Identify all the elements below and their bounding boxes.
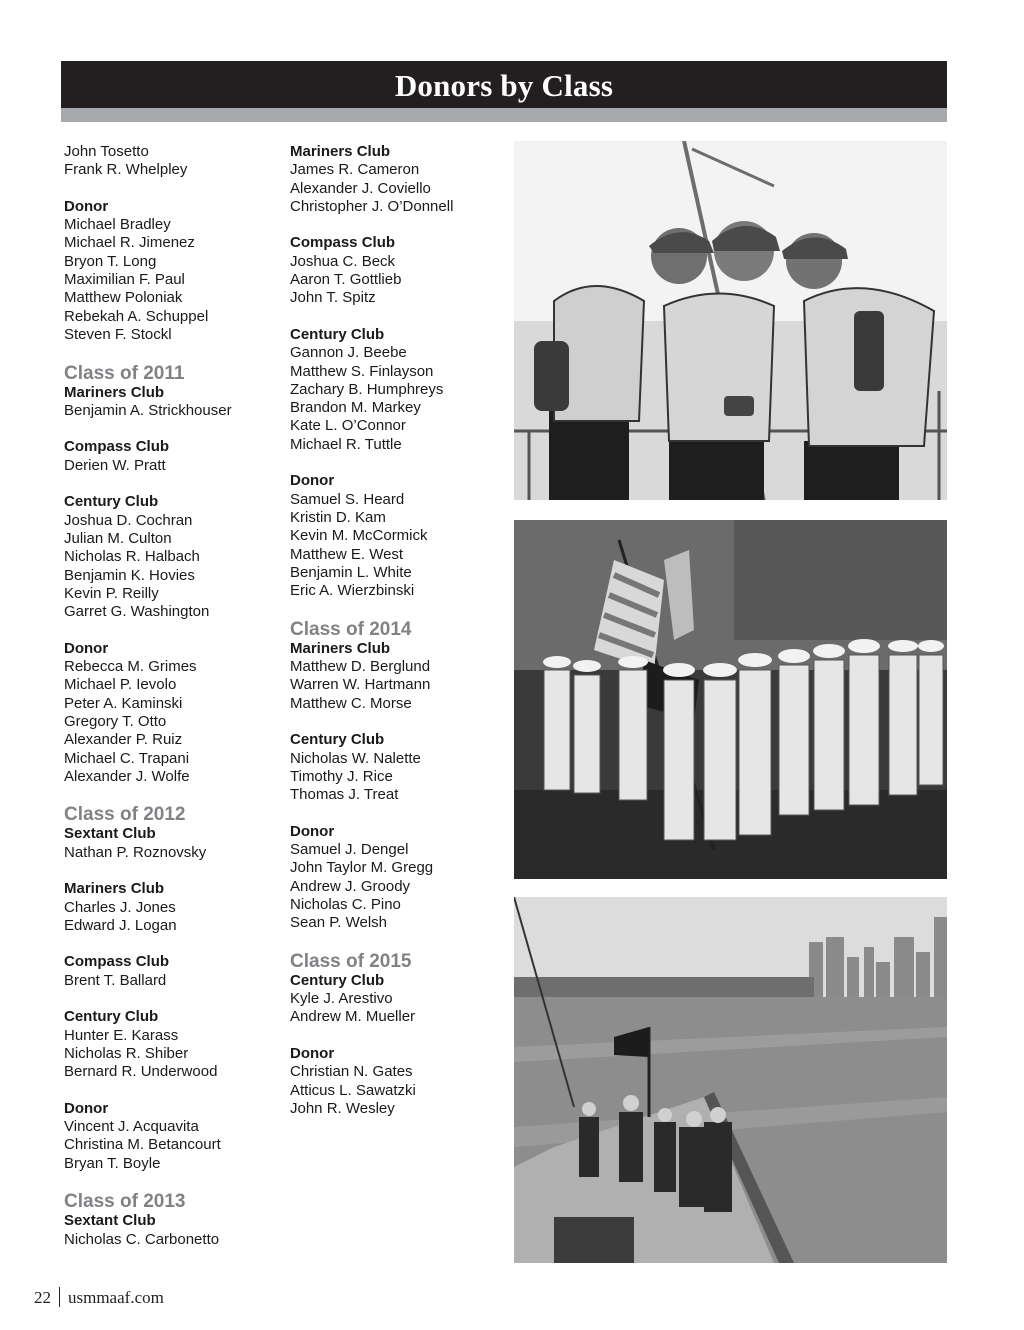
donor-name: Matthew C. Morse xyxy=(290,694,412,712)
group-donor-2014 xyxy=(290,823,510,933)
donor-name: Brandon M. Markey xyxy=(290,399,421,417)
group-label: Donor xyxy=(290,1044,335,1062)
group-label: Century Club xyxy=(290,971,385,989)
donor-name: Alexander J. Wolfe xyxy=(64,767,190,785)
donor-name: Samuel S. Heard xyxy=(290,490,405,508)
class-heading-2012: Class of 2012 xyxy=(64,804,186,826)
donor-name: Michael C. Trapani xyxy=(64,749,190,767)
donor-name: Thomas J. Treat xyxy=(290,786,399,804)
donor-name: Timothy J. Rice xyxy=(290,767,393,785)
donor-name: Steven F. Stockl xyxy=(64,325,172,343)
donor-column-2 xyxy=(290,143,510,1136)
donor-name: Matthew E. West xyxy=(290,545,404,563)
group-compass-2013 xyxy=(290,234,510,307)
donor-name: Nathan P. Roznovsky xyxy=(64,843,207,861)
donor-name: Edward J. Logan xyxy=(64,916,177,934)
donor-name: Andrew J. Groody xyxy=(290,877,411,895)
group-label: Donor xyxy=(64,1099,109,1117)
donor-name: Alexander P. Ruiz xyxy=(64,731,183,749)
donor-name: Benjamin A. Strickhouser xyxy=(64,401,232,419)
donor-name: Andrew M. Mueller xyxy=(290,1008,416,1026)
donor-name: Gannon J. Beebe xyxy=(290,344,407,362)
group-compass-2011 xyxy=(64,438,284,475)
page-banner xyxy=(61,61,947,108)
donor-name: Kate L. O’Connor xyxy=(290,417,406,435)
group-label: Sextant Club xyxy=(64,1212,156,1230)
donor-name: Derien W. Pratt xyxy=(64,456,166,474)
donor-name: Christian N. Gates xyxy=(290,1063,413,1081)
group-label: Donor xyxy=(64,639,109,657)
group-label: Compass Club xyxy=(64,953,170,971)
donor-name: John Taylor M. Gregg xyxy=(290,859,434,877)
group-label: Compass Club xyxy=(290,234,396,252)
photo-ship-on-river xyxy=(514,897,947,1263)
class-heading-2014: Class of 2014 xyxy=(290,618,412,640)
group-century-2011 xyxy=(64,493,284,621)
donor-name: Christopher J. O’Donnell xyxy=(290,197,454,215)
donor-name: Nicholas C. Pino xyxy=(290,895,401,913)
donor-name: Joshua C. Beck xyxy=(290,252,396,270)
donor-name: Gregory T. Otto xyxy=(64,712,167,730)
photo-cadets-on-deck xyxy=(514,141,947,500)
group-label: Compass Club xyxy=(64,438,170,456)
donor-name: Samuel J. Dengel xyxy=(290,840,409,858)
group-century-2013 xyxy=(290,326,510,454)
donor-name: Julian M. Culton xyxy=(64,529,172,547)
group-label: Donor xyxy=(290,472,335,490)
group-century-2015 xyxy=(290,972,510,1027)
donor-name: Kevin P. Reilly xyxy=(64,584,159,602)
group-label: Sextant Club xyxy=(64,825,156,843)
intro-donor-group xyxy=(64,198,284,344)
class-heading-2011: Class of 2011 xyxy=(64,362,185,384)
group-label: Mariners Club xyxy=(290,639,391,657)
donor-name: Benjamin K. Hovies xyxy=(64,566,195,584)
donor-name: James R. Cameron xyxy=(290,161,420,179)
intro-names xyxy=(64,143,284,180)
class-heading-2015: Class of 2015 xyxy=(290,950,412,972)
donor-name: Michael P. Ievolo xyxy=(64,676,177,694)
donor-name: Rebecca M. Grimes xyxy=(64,658,197,676)
group-mariners-2012 xyxy=(64,880,284,935)
donor-name: Alexander J. Coviello xyxy=(290,179,431,197)
donor-name: Kyle J. Arestivo xyxy=(290,990,393,1008)
donor-name: Bryon T. Long xyxy=(64,252,157,270)
donor-name: Brent T. Ballard xyxy=(64,971,167,989)
donor-name: Zachary B. Humphreys xyxy=(290,380,444,398)
banner-rule xyxy=(61,108,947,122)
donor-name: Matthew Poloniak xyxy=(64,289,183,307)
donor-name: Kevin M. McCormick xyxy=(290,527,428,545)
footer-site: usmmaaf.com xyxy=(68,1288,164,1307)
donor-name: Michael Bradley xyxy=(64,216,171,234)
donor-name: Michael R. Jimenez xyxy=(64,234,195,252)
group-mariners-2014 xyxy=(290,640,510,713)
donor-name: Matthew S. Finlayson xyxy=(290,362,434,380)
donor-column-1 xyxy=(64,143,284,1267)
group-donor-2011 xyxy=(64,640,284,786)
donor-name: Kristin D. Kam xyxy=(290,508,386,526)
group-donor-2015 xyxy=(290,1045,510,1118)
group-century-2014 xyxy=(290,731,510,804)
donor-name: Matthew D. Berglund xyxy=(290,658,431,676)
group-label: Mariners Club xyxy=(64,880,165,898)
group-mariners-2013 xyxy=(290,143,510,216)
photo-ship-svg xyxy=(514,897,947,1263)
donor-name: Nicholas R. Halbach xyxy=(64,548,200,566)
group-label: Mariners Club xyxy=(290,143,391,160)
donor-name: Atticus L. Sawatzki xyxy=(290,1081,416,1099)
class-heading-2013: Class of 2013 xyxy=(64,1191,186,1213)
page-number: 22 xyxy=(34,1288,51,1307)
donor-name: Bernard R. Underwood xyxy=(64,1063,218,1081)
group-century-2012 xyxy=(64,1008,284,1081)
group-donor-2012 xyxy=(64,1100,284,1173)
group-mariners-2011 xyxy=(64,384,284,421)
donor-name: Peter A. Kaminski xyxy=(64,694,183,712)
donor-name: Michael R. Tuttle xyxy=(290,435,402,453)
donor-name: Benjamin L. White xyxy=(290,563,412,581)
donor-name: Nicholas W. Nalette xyxy=(290,749,421,767)
photo-color-guard xyxy=(514,520,947,879)
banner-title: Donors by Class xyxy=(394,68,614,103)
group-sextant-2013 xyxy=(64,1212,284,1249)
page-footer xyxy=(34,1287,164,1308)
group-sextant-2012 xyxy=(64,825,284,862)
donor-name: Sean P. Welsh xyxy=(290,914,388,932)
group-label: Mariners Club xyxy=(64,383,165,401)
donor-name: Warren W. Hartmann xyxy=(290,676,431,694)
footer-divider xyxy=(59,1287,60,1307)
donor-name: Garret G. Washington xyxy=(64,603,210,621)
donor-name: Maximilian F. Paul xyxy=(64,271,185,289)
donor-name: Christina M. Betancourt xyxy=(64,1136,221,1154)
donor-name: Vincent J. Acquavita xyxy=(64,1118,199,1136)
group-label: Donor xyxy=(290,822,335,840)
donor-name: John Tosetto xyxy=(64,143,149,160)
group-label: Donor xyxy=(64,197,109,215)
donor-name: Eric A. Wierzbinski xyxy=(290,582,415,600)
donor-name: John T. Spitz xyxy=(290,289,376,307)
group-label: Century Club xyxy=(64,493,159,511)
donor-name: John R. Wesley xyxy=(290,1099,395,1117)
photo-color-guard-svg xyxy=(514,520,947,879)
donor-name: Rebekah A. Schuppel xyxy=(64,307,209,325)
donor-name: Aaron T. Gottlieb xyxy=(290,271,402,289)
group-donor-2013 xyxy=(290,472,510,600)
donor-name: Charles J. Jones xyxy=(64,898,176,916)
donor-name: Hunter E. Karass xyxy=(64,1026,179,1044)
donor-name: Frank R. Whelpley xyxy=(64,161,188,179)
photo-cadets-svg xyxy=(514,141,947,500)
donor-name: Nicholas C. Carbonetto xyxy=(64,1230,220,1248)
donor-name: Joshua D. Cochran xyxy=(64,511,193,529)
donor-name: Nicholas R. Shiber xyxy=(64,1044,189,1062)
group-label: Century Club xyxy=(290,731,385,749)
group-label: Century Club xyxy=(290,325,385,343)
donor-name: Bryan T. Boyle xyxy=(64,1154,161,1172)
group-label: Century Club xyxy=(64,1008,159,1026)
group-compass-2012 xyxy=(64,953,284,990)
